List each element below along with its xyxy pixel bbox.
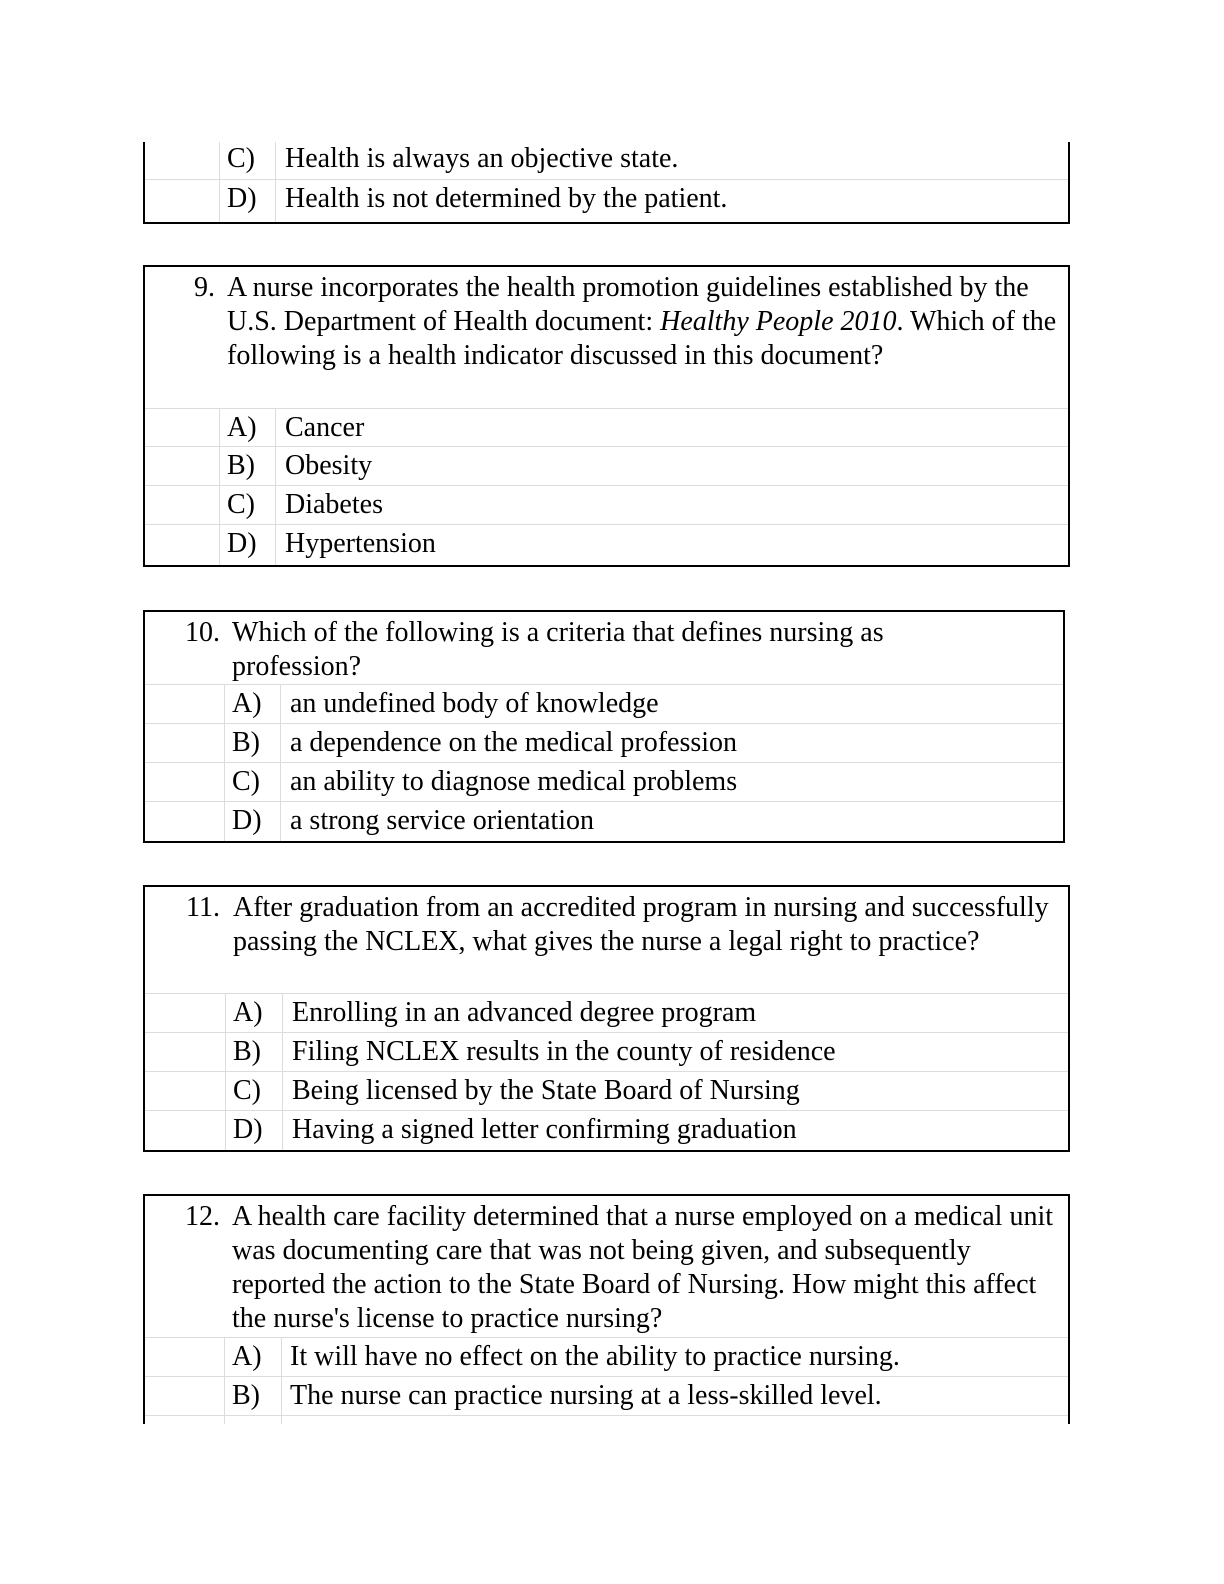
question-12	[143, 1194, 1070, 1424]
question-11	[143, 885, 1070, 1152]
option-letter: C)	[233, 1075, 261, 1106]
question-9	[143, 265, 1070, 567]
option-text: Diabetes	[285, 489, 383, 520]
question-text-part: A nurse incorporates the health promotion guidelines established by the U.S. Department of Health document:	[227, 272, 1029, 337]
option-row	[145, 1338, 1068, 1377]
option-text: Filing NCLEX results in the county of residence	[292, 1036, 836, 1067]
option-letter: B)	[233, 1036, 261, 1067]
option-row	[145, 802, 1063, 841]
option-letter: D)	[233, 1114, 263, 1145]
option-text: Being licensed by the State Board of Nursing	[292, 1075, 800, 1106]
question-stem	[145, 887, 1068, 994]
option-text: Health is always an objective state.	[285, 143, 679, 174]
question-stem	[145, 612, 1063, 685]
option-letter: B)	[227, 450, 255, 481]
option-row	[145, 994, 1068, 1033]
option-row	[145, 1072, 1068, 1111]
question-number: 12.	[185, 1201, 220, 1232]
option-row	[145, 763, 1063, 802]
option-letter: D)	[227, 528, 257, 559]
option-letter: D)	[232, 805, 262, 836]
option-letter: B)	[232, 727, 260, 758]
question-10	[143, 610, 1065, 843]
option-text: an ability to diagnose medical problems	[290, 766, 738, 797]
question-number: 11.	[186, 892, 220, 923]
option-row	[145, 525, 1068, 565]
option-text: The nurse can practice nursing at a less-skilled level.	[290, 1380, 882, 1411]
option-letter: A)	[233, 997, 263, 1028]
option-row	[145, 180, 1068, 222]
option-text: Having a signed letter confirming graduation	[292, 1114, 797, 1145]
option-row	[145, 409, 1068, 447]
option-letter: C)	[227, 143, 255, 174]
option-row	[145, 1033, 1068, 1072]
option-letter: C)	[227, 489, 255, 520]
option-text: a strong service orientation	[290, 805, 595, 836]
option-text: Enrolling in an advanced degree program	[292, 997, 757, 1028]
question-text: After graduation from an accredited program in nursing and successfully passing the NCLEX, what gives the nurse a legal right to practice?	[233, 892, 1049, 957]
option-text: Hypertension	[285, 528, 436, 559]
question-stem	[145, 1196, 1068, 1338]
option-text: Cancer	[285, 412, 365, 443]
option-text: an undefined body of knowledge	[290, 688, 659, 719]
option-row	[145, 142, 1068, 180]
option-letter: A)	[227, 412, 257, 443]
option-text: Obesity	[285, 450, 373, 481]
option-text: Health is not determined by the patient.	[285, 183, 728, 214]
question-text-part: . Which of the following is a health indicator discussed in this document?	[227, 306, 1057, 371]
option-row	[145, 486, 1068, 525]
option-row	[145, 1111, 1068, 1150]
option-row	[145, 447, 1068, 486]
question-stem	[145, 267, 1068, 409]
question-number: 9.	[194, 272, 215, 303]
option-row-continued	[145, 1416, 1068, 1426]
option-row	[145, 685, 1063, 724]
option-row	[145, 1377, 1068, 1416]
option-row	[145, 724, 1063, 763]
option-letter: D)	[227, 183, 257, 214]
option-letter: A)	[232, 688, 262, 719]
question-8-tail	[143, 142, 1070, 224]
option-text: a dependence on the medical profession	[290, 727, 738, 758]
option-letter: C)	[232, 766, 260, 797]
question-text	[227, 271, 1057, 373]
document-title: Healthy People 2010	[660, 306, 897, 337]
option-letter: B)	[232, 1380, 260, 1411]
question-number: 10.	[185, 617, 220, 648]
question-text: Which of the following is a criteria that defines nursing as profession?	[232, 617, 884, 682]
question-text: A health care facility determined that a nurse employed on a medical unit was documenting care that was not being given, and subsequently reported the action to the State Board of Nursing. How might this affect the nurse's license to practice nursing?	[232, 1201, 1054, 1334]
option-text: It will have no effect on the ability to practice nursing.	[290, 1341, 900, 1372]
option-letter: A)	[232, 1341, 262, 1372]
